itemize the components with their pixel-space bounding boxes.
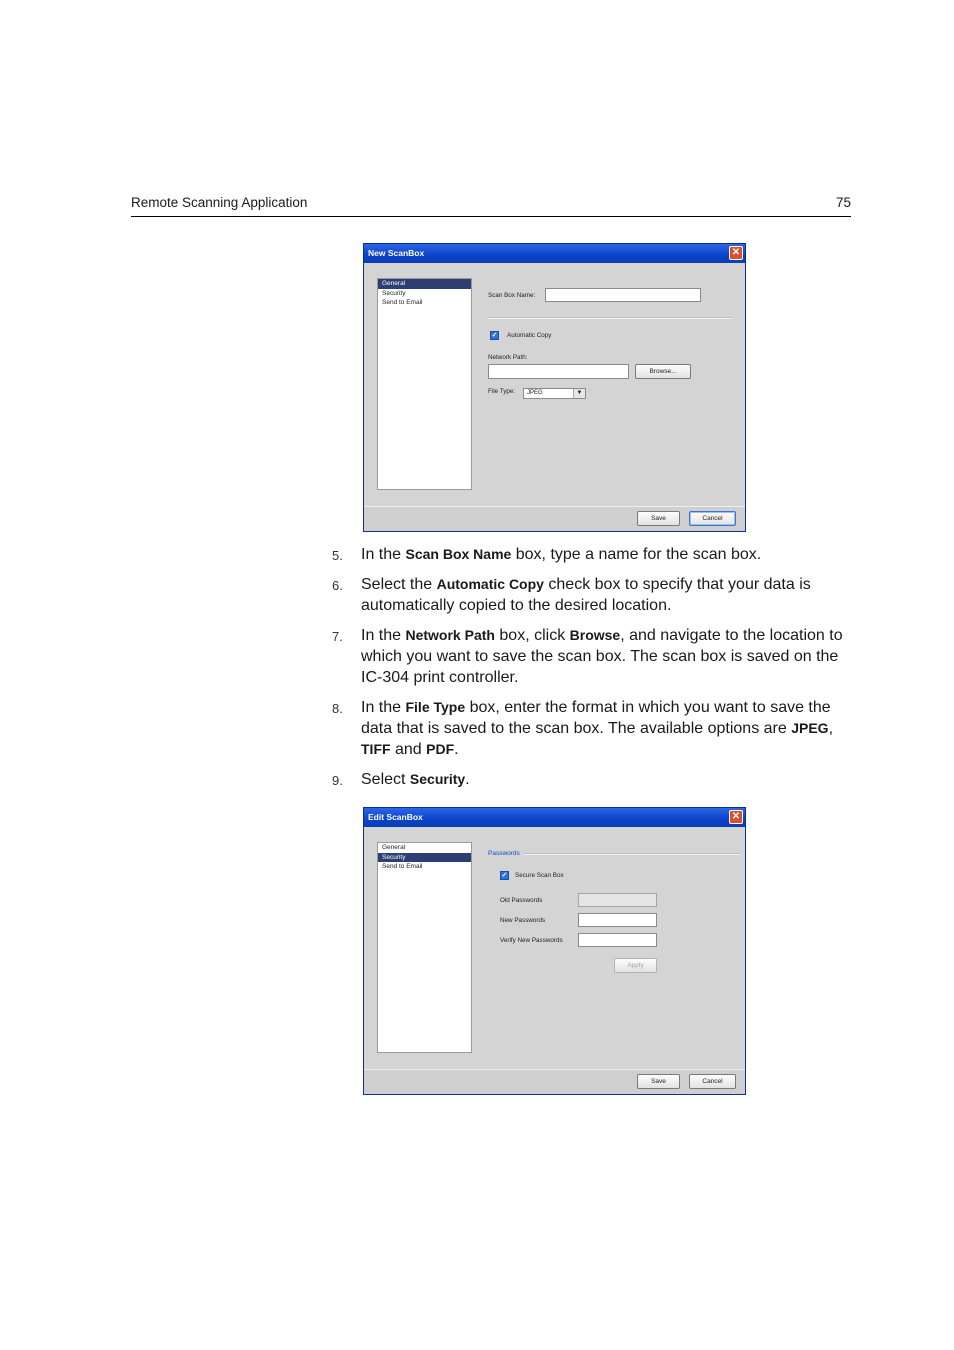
nav-item-security[interactable]: Security [378, 853, 471, 863]
cancel-button[interactable]: Cancel [689, 1074, 736, 1089]
step-8 [332, 697, 852, 760]
new-passwords-label: New Passwords [500, 917, 546, 924]
step-text: In the [361, 699, 406, 716]
ui-term: File Type [405, 699, 466, 715]
dialog-footer [364, 1069, 745, 1094]
automatic-copy-label: Automatic Copy [507, 332, 552, 339]
step-text: , [828, 720, 834, 737]
cancel-button[interactable]: Cancel [689, 511, 736, 526]
ui-term: Security [409, 771, 466, 787]
dialog-footer [364, 506, 745, 531]
file-type-select[interactable] [523, 388, 586, 399]
step-text: , and navigate to the location to which you want to save the scan box. The scan box is saved on the IC-304 print controller. [361, 627, 843, 686]
save-button[interactable]: Save [637, 511, 680, 526]
passwords-group-label: Passwords [488, 850, 520, 857]
step-text: Select the [361, 576, 437, 593]
ui-term: JPEG [791, 720, 829, 736]
edit-scanbox-dialog [363, 807, 746, 1095]
step-text: check box to specify that your data is automatically copied to the desired location. [361, 576, 811, 614]
step-number: 9. [332, 773, 343, 788]
step-6 [332, 574, 852, 616]
close-icon[interactable]: ✕ [729, 810, 743, 824]
step-text: In the [361, 546, 406, 563]
nav-item-general[interactable]: General [382, 844, 406, 851]
step-number: 7. [332, 629, 343, 644]
page-number: 75 [835, 195, 851, 210]
step-text: . [454, 741, 459, 758]
category-list [377, 278, 472, 490]
group-divider [524, 853, 740, 855]
new-passwords-field[interactable] [578, 913, 657, 927]
ui-term: Scan Box Name [405, 546, 512, 562]
step-text: box, click [494, 627, 570, 644]
dialog-title: Edit ScanBox [368, 812, 423, 822]
browse-button[interactable]: Browse... [635, 364, 691, 379]
dialog-title: New ScanBox [368, 248, 425, 258]
old-passwords-label: Old Passwords [500, 897, 543, 904]
step-number: 6. [332, 578, 343, 593]
step-text: box, enter the format in which you want to save the data that is saved to the scan box. The available options are [361, 699, 831, 737]
ui-term: Automatic Copy [436, 576, 544, 592]
nav-item-send-to-email[interactable]: Send to Email [382, 299, 423, 307]
page-header [131, 194, 851, 217]
automatic-copy-checkbox[interactable]: ✓ [491, 332, 498, 339]
close-icon[interactable]: ✕ [729, 246, 743, 260]
chevron-down-icon: ▼ [573, 389, 585, 398]
secure-scan-box-label: Secure Scan Box [515, 872, 564, 879]
new-scanbox-dialog [363, 243, 746, 532]
step-5 [332, 544, 852, 565]
network-path-input[interactable] [488, 364, 629, 379]
dialog-titlebar [364, 244, 745, 263]
scan-box-name-input[interactable] [545, 288, 701, 302]
dialog-titlebar [364, 808, 745, 827]
file-type-label: File Type: [488, 388, 516, 395]
nav-item-send-to-email[interactable]: Send to Email [382, 863, 423, 871]
network-path-label: Network Path: [488, 354, 528, 361]
scan-box-name-label: Scan Box Name: [488, 292, 536, 299]
step-7 [332, 625, 852, 688]
step-text: In the [361, 627, 406, 644]
ui-term: Browse [569, 627, 621, 643]
file-type-value: JPEG [527, 390, 543, 396]
verify-new-passwords-field[interactable] [578, 933, 657, 947]
secure-scan-box-checkbox[interactable]: ✓ [501, 872, 508, 879]
step-text: . [465, 771, 470, 788]
save-button[interactable]: Save [637, 1074, 680, 1089]
ui-term: TIFF [361, 741, 391, 757]
category-list [377, 842, 472, 1053]
step-number: 5. [332, 548, 343, 563]
step-9 [332, 769, 852, 790]
ui-term: Network Path [405, 627, 495, 643]
nav-item-security[interactable]: Security [382, 289, 406, 297]
step-number: 8. [332, 701, 343, 716]
step-text: box, type a name for the scan box. [511, 546, 762, 563]
step-text: and [390, 741, 427, 758]
nav-item-general[interactable]: General [378, 279, 471, 289]
instruction-steps [332, 544, 852, 799]
running-title: Remote Scanning Application [131, 195, 308, 210]
step-text: Select [361, 771, 410, 788]
ui-term: PDF [426, 741, 455, 757]
verify-new-passwords-label: Verify New Passwords [500, 937, 563, 944]
apply-button[interactable]: Apply [614, 958, 657, 973]
separator [488, 317, 733, 319]
old-passwords-field[interactable] [578, 893, 657, 907]
